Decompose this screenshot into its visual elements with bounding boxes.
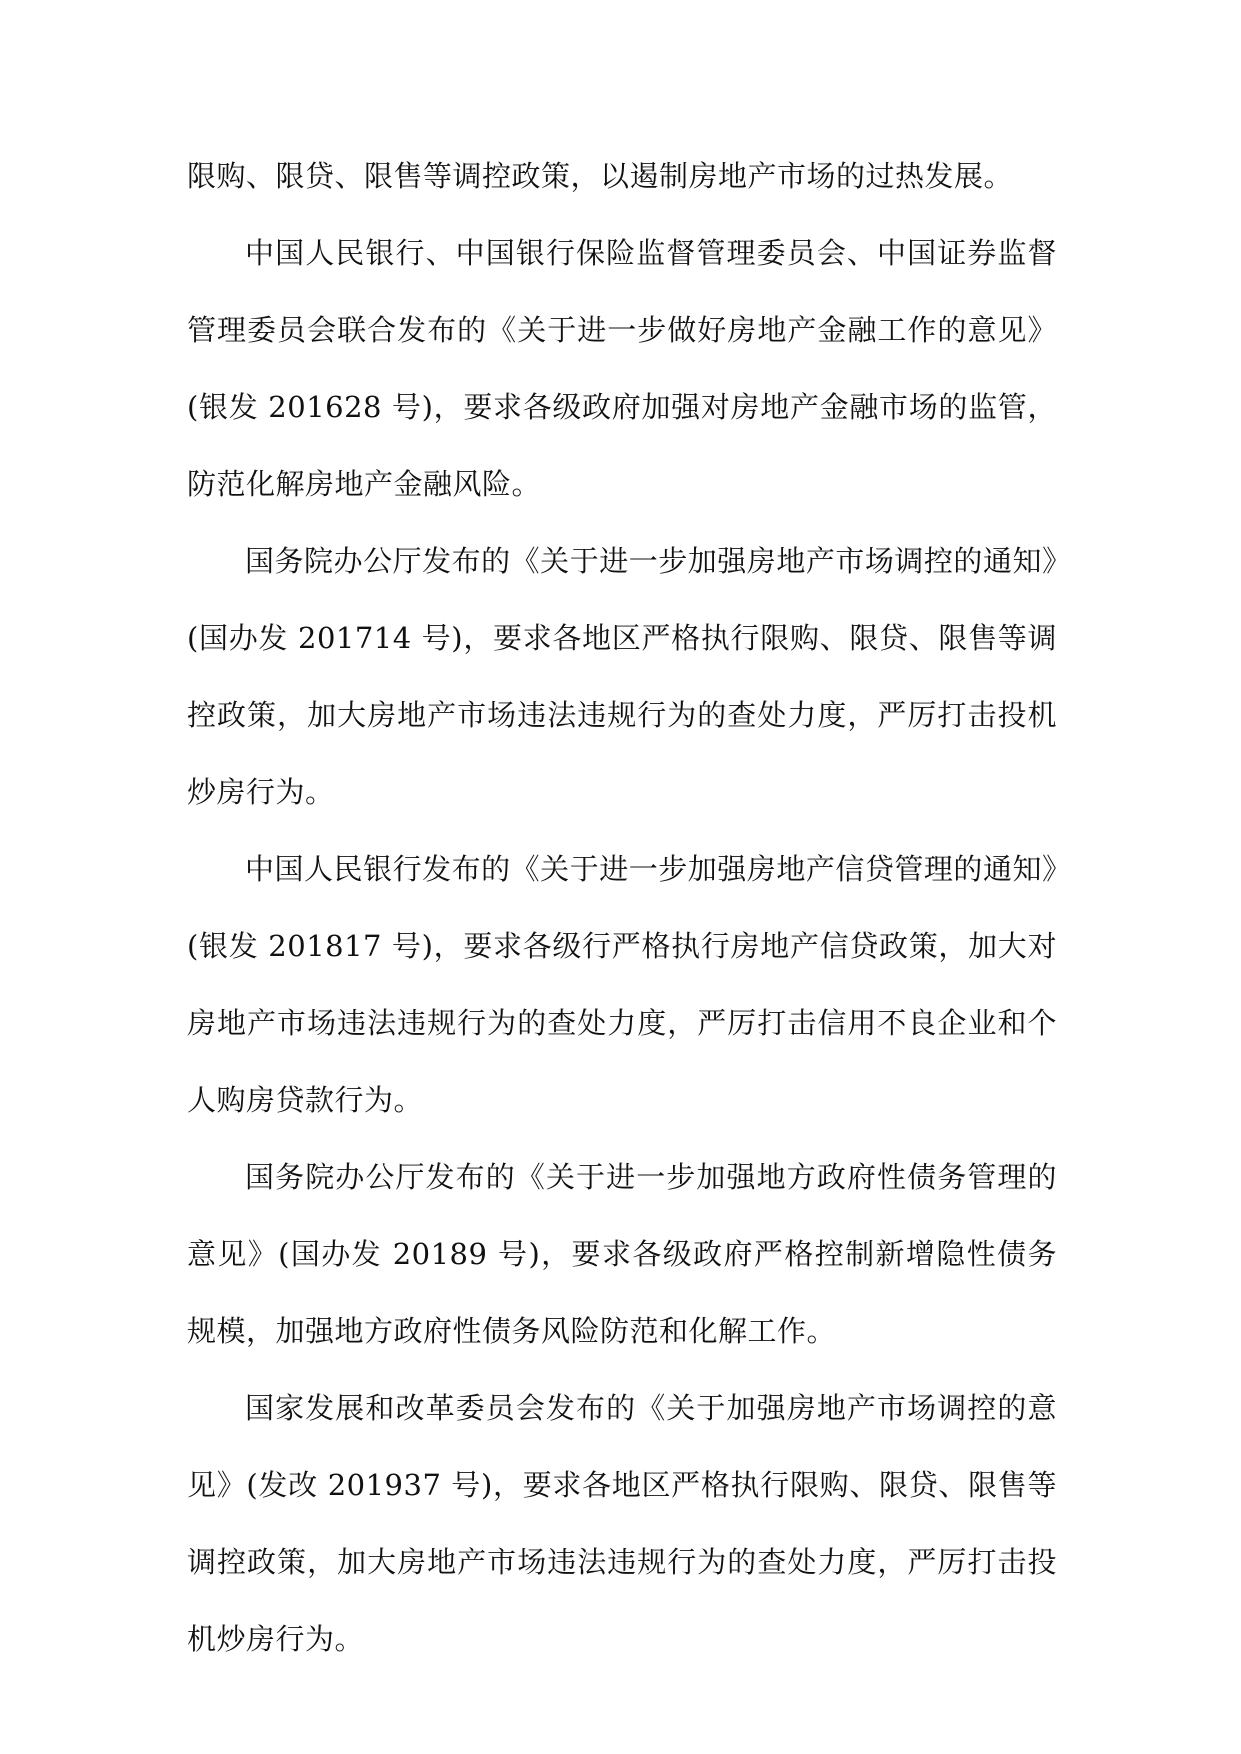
paragraph-continuation: 限购、限贷、限售等调控政策，以遏制房地产市场的过热发展。: [187, 159, 1014, 193]
paragraph-state-council-notice-2017: 国务院办公厅发布的《关于进一步加强房地产市场调控的通知》(国办发 201714 号)，要求各地区严格执行限购、限贷、限售等调控政策，加大房地产市场违法违规行为的查处力度，严厉打击投机炒房行为。: [187, 544, 1057, 809]
document-body: [187, 138, 1057, 1678]
paragraph-bank-regulators-opinion: 中国人民银行、中国银行保险监督管理委员会、中国证券监督管理委员会联合发布的《关于进一步做好房地产金融工作的意见》(银发 201628 号)，要求各级政府加强对房地产金融市场的监管，防范化解房地产金融风险。: [187, 236, 1057, 501]
paragraph-local-debt-opinion: 国务院办公厅发布的《关于进一步加强地方政府性债务管理的意见》(国办发 20189 号)，要求各级政府严格控制新增隐性债务规模，加强地方政府性债务风险防范和化解工作。: [187, 1160, 1057, 1348]
paragraph-ndrc-opinion: 国家发展和改革委员会发布的《关于加强房地产市场调控的意见》(发改 201937 号)，要求各地区严格执行限购、限贷、限售等调控政策，加大房地产市场违法违规行为的查处力度，严厉打击投机炒房行为。: [187, 1391, 1057, 1656]
paragraph-pboc-credit-notice: 中国人民银行发布的《关于进一步加强房地产信贷管理的通知》(银发 201817 号)，要求各级行严格执行房地产信贷政策，加大对房地产市场违法违规行为的查处力度，严厉打击信用不良企业和个人购房贷款行为。: [187, 852, 1057, 1117]
